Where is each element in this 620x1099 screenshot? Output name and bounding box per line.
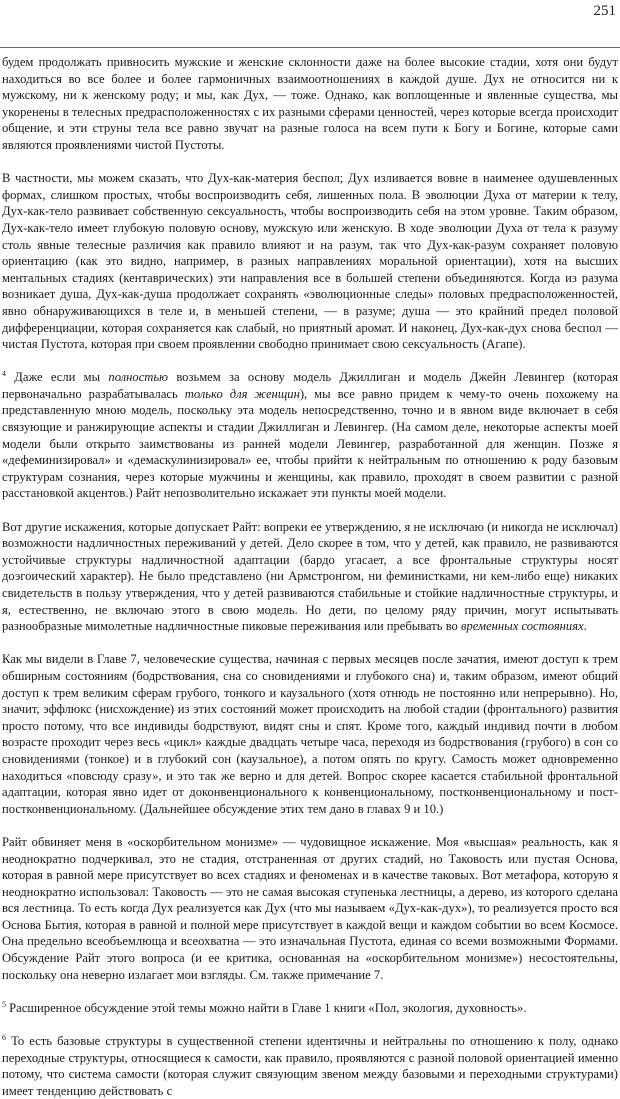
footnote-marker: 6: [2, 1033, 6, 1043]
paragraph-text: В частности, мы можем сказать, что Дух-как-материя беспол; Дух изливается вовне в наименее одушевленных формах, слишком простых, чтобы воспроизводить себя, лишенных пола. В эволюции Духа от материи к телу, Дух-как-тело развивает собственную сексуальность, чтобы воспроизводить себя на этом уровне. Таким образом, Дух-как-тело имеет глубокую половую основу, мужскую или женскую. В ходе эволюции Духа от тела к разуму столь явные телесные различия как правило влияют и на разум, так что Дух-как-разум сохраняет половую ориентацию (как это видно, например, в разных направлениях моральной ориентации), хотя на высших ментальных стадиях (кентаврических) эти направления все в большей степени объединяются. Когда из разума возникает душа, Дух-как-душа продолжает сохранять «эволюционные следы» половых предрасположенностей, явно обнаруживающихся в теле и, в меньшей степени, — в разуме; душа — это крайний предел половой дифференциации, которая сохраняется как слабый, но приятный аромат. И наконец, Дух-как-дух снова беспол — чистая Пустота, которая при своем проявлении свободно принимает свою сексуальность (Агапе).: [2, 171, 618, 352]
paragraph: [2, 834, 618, 983]
paragraph-text: Как мы видели в Главе 7, человеческие существа, начиная с первых месяцев после зачатия, имеют доступ к трем обширным состояниям (бодрствования, сна со сновидениями и глубокого сна) и, таким образом, имеют общий доступ к трем великим сферам грубого, тонкого и каузального (хотя отнюдь не постоянно или непрерывно). Но, значит, эффлюкс (нисхождение) из этих состояний может происходить на любой стадии (фронтального) развития просто потому, что все индивиды бодрствуют, видят сны и спят. Кроме того, каждый индивид почти в любом возрасте проходит через весь «цикл» каждые двадцать четыре часа, переходя из бодрствования (грубого) в сон со сновидениями (тонкое) и в глубокий сон (каузальное), а потом опять по кругу. Самость может одновременно находиться «повсюду сразу», и это так же верно и для детей. Вопрос скорее касается стабильной фронтальной адаптации, которая явно идет от доконвенционального к конвенциональному, постконвенциональному и пост-постконвенциональному. (Дальнейшее обсуждение этих тем дано в главах 9 и 10.): [2, 652, 618, 816]
paragraph: [2, 170, 618, 353]
header-rule: [0, 47, 620, 48]
emphasis-text: только для женщин: [184, 386, 300, 401]
paragraph: [2, 54, 618, 154]
footnote-5: [2, 1000, 618, 1017]
page-number: 251: [593, 3, 616, 19]
footnote-marker: 4: [2, 369, 6, 379]
footnote-text: Расширенное обсуждение этой темы можно найти в Главе 1 книги «Пол, экология, духовность».: [6, 1000, 527, 1015]
footnote-6: [2, 1033, 618, 1099]
paragraph-text: Райт обвиняет меня в «оскорбительном монизме» — чудовищное искажение. Моя «высшая» реальность, как я неоднократно подчеркивал, это не стадия, отстраненная от других стадий, но Таковость или пустая Основа, которая в равной мере присутствует во всех стадиях и феноменах и в качестве таковых. Вот метафора, которую я неоднократно использовал: Таковость — это не самая высокая ступенька лестницы, а дерево, из которого сделана вся лестница. То есть когда Дух реализуется как Дух (что мы называем «Дух-как-дух»), то реализуется просто вся Основа Бытия, которая в равной и полной мере присутствует в каждой вещи и каждом событии во всем Космосе. Она предельно всеобъемлюща и всеохватна — это изначальная Пустота, единая со всеми возможными Формами. Обсуждение Райт этого вопроса (и ее критика, основанная на «оскорбительном монизме») несостоятельны, поскольку она неверно излагает мои взгляды. См. также примечание 7.: [2, 834, 618, 982]
footnote-marker: 5: [2, 999, 6, 1009]
emphasis-text: временных состояниях: [461, 619, 584, 634]
paragraph-text: будем продолжать привносить мужские и женские склонности даже на более высокие стадии, хотя они будут находиться во все более и более гармоничных взаимоотношениях в каждой душе. Дух не относится ни к мужскому, ни к женскому роду; и мы, как Дух, — тоже. Однако, как воплощенные и явленные существа, мы укоренены в телесных предрасположенностях с их разными сферами ценностей, через которые всегда происходит общение, и эти струны тела все равно звучат на разные голоса на всем пути к Богу и Богине, которые сами являются проявлениями чистой Пустоты.: [2, 55, 618, 152]
paragraph: [2, 651, 618, 817]
footnote-text: возьмем за основу модель Джиллиган и модель Джейн Левингер (которая первоначально разрабатывалась: [2, 370, 618, 401]
footnote-text: Даже если мы: [6, 370, 109, 385]
footnote-text: То есть базовые структуры в существенной степени идентичны и нейтральны по отношению к полу, однако переходные структуры, относящиеся к самости, как правило, проявляются с разной половой ориентацией именно потому, что система самости (которая служит связующим звеном между базовыми и переходными структурами) имеет тенденцию действовать с: [2, 1034, 618, 1098]
paragraph-text: Вот другие искажения, которые допускает Райт: вопреки ее утверждению, я не исключаю (и никогда не исключал) возможности надличностных переживаний у детей. Дело скорее в том, что у детей, как правило, не развиваются устойчивые структуры надличностной адаптации (бардо угасает, а все фронтальные структуры носят доэгоический характер). Не было представлено (ни Армстронгом, ни феминистками, ни кем-либо еще) никаких свидетельств в пользу утверждения, что у детей развиваются стабильные и стойкие надличностные структуры, и я, естественно, не включаю этого в свою модель. Но дети, по целому ряду причин, могут испытывать разнообразные мимолетные надличностные пиковые переживания или пребывать во: [2, 519, 618, 634]
paragraph-text: .: [583, 619, 587, 634]
emphasis-text: полностью: [108, 370, 169, 385]
page-body: [2, 54, 618, 1099]
footnote-4: [2, 369, 618, 502]
footnote-text: ), мы все равно придем к чему-то очень похожему на представленную мною модель, поскольку эта модель непосредственно, точно и в явном виде включает в себя связующие и ранжирующие аспекты и стадии Джиллиган и Левингер. (На самом деле, некоторые аспекты моей модели были открыто заимствованы из ранней модели Левингер, разработанной для женщин. Позже я «дефеминизировал» и «демаскулинизировал» ее, чтобы прийти к нейтральным по отношению к роду базовым структурам сознания, через которые мужчины и женщины, как правило, проходят в своем развитии с разной расстановкой акцентов.) Райт непозволительно искажает эти пункты моей модели.: [2, 386, 618, 501]
paragraph: [2, 519, 618, 635]
